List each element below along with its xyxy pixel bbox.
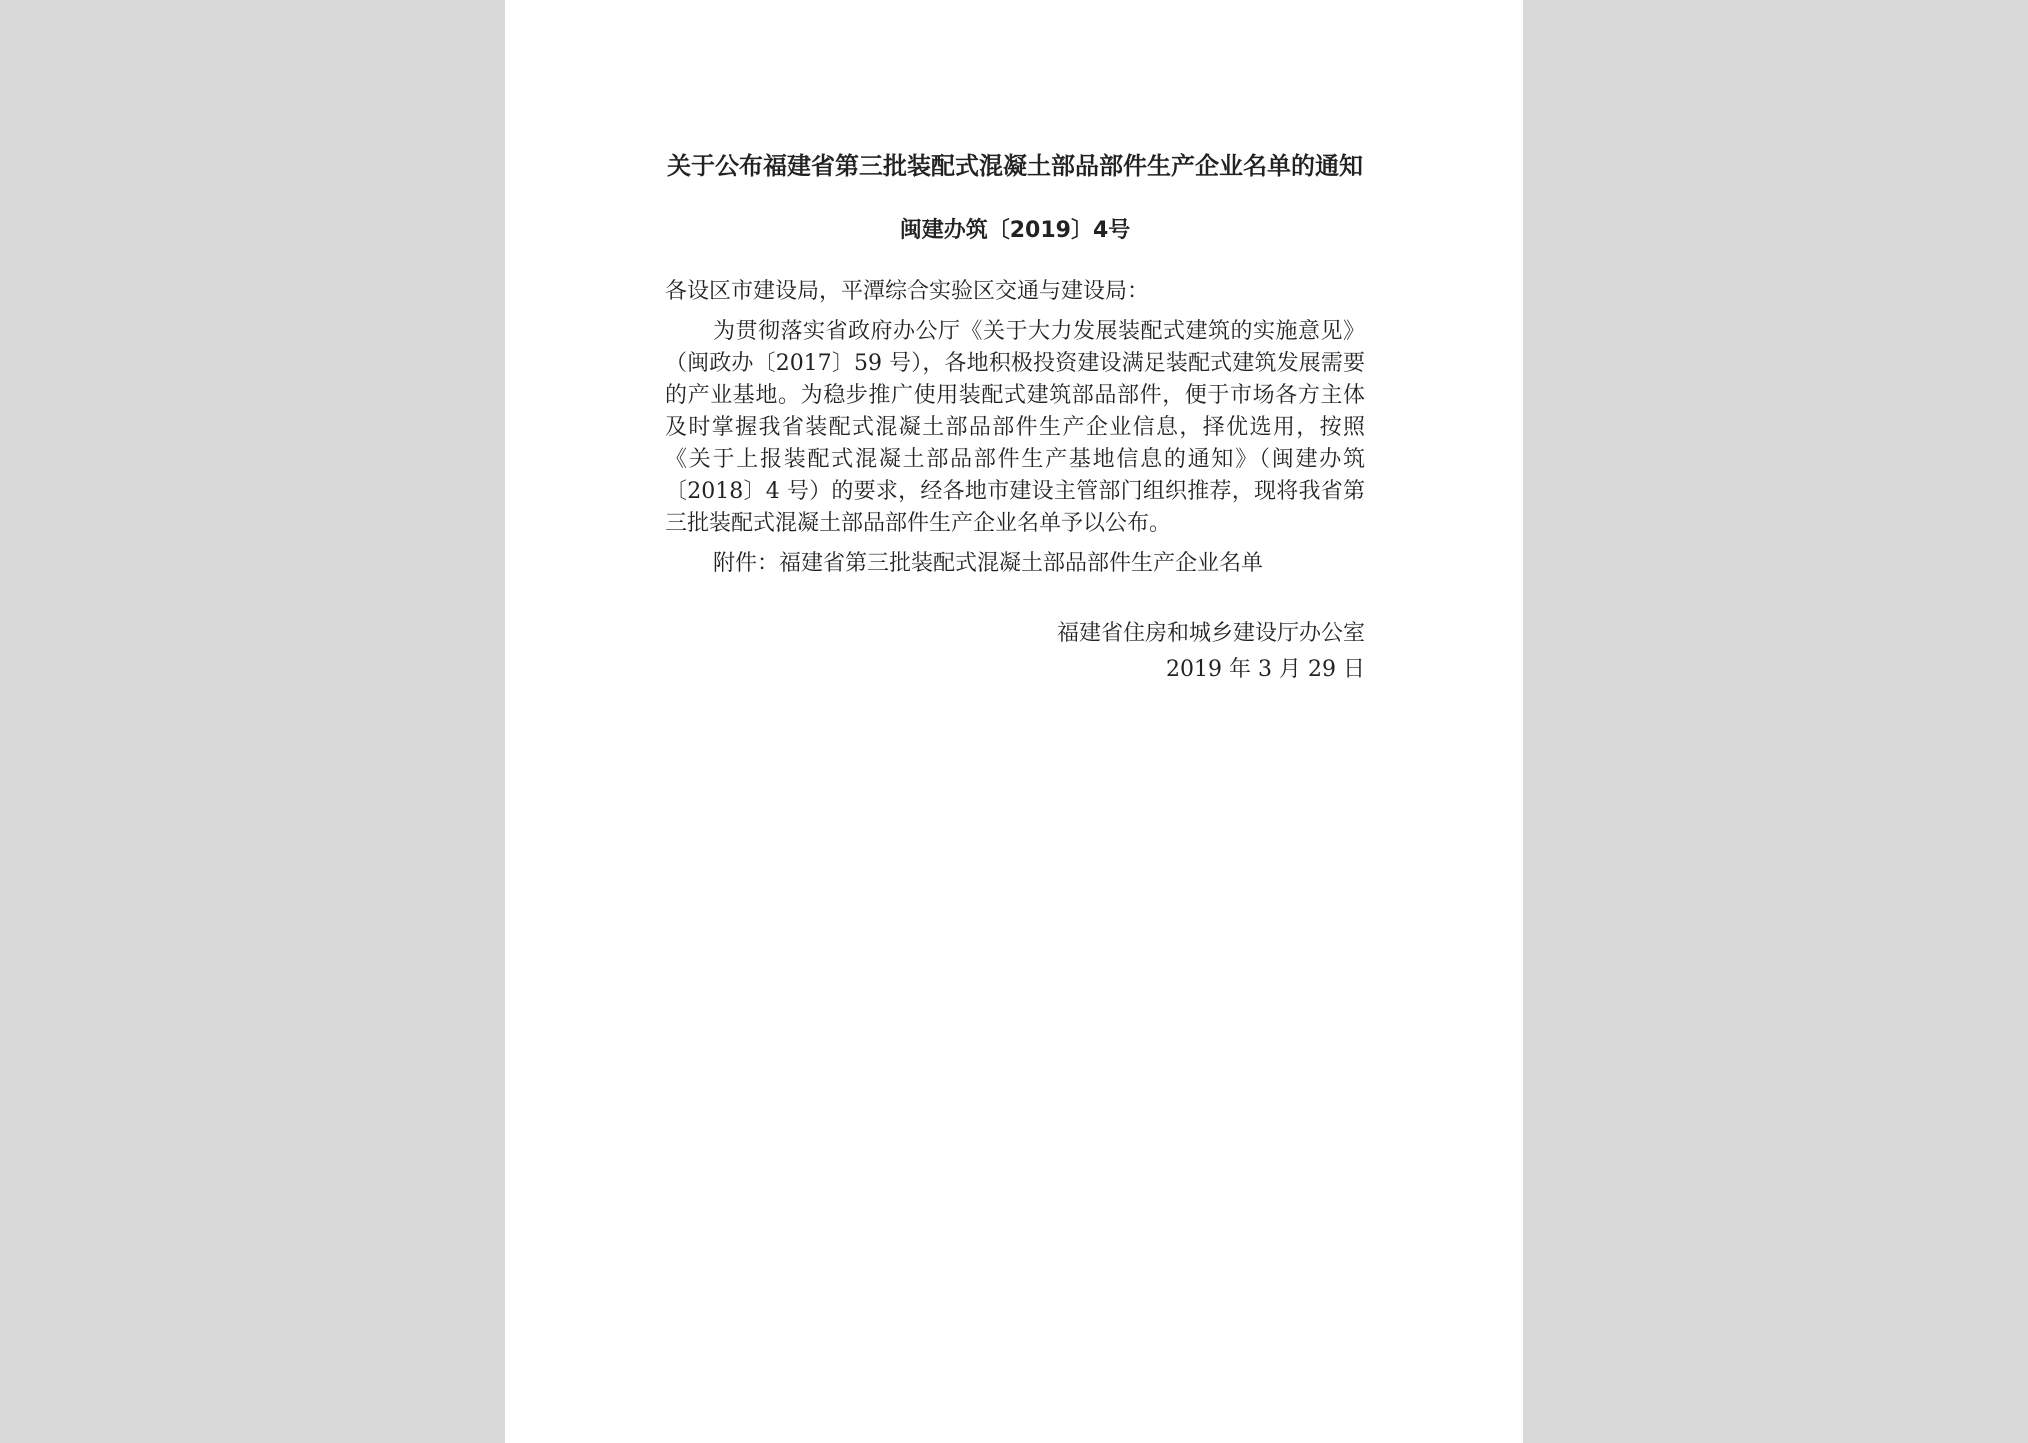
- salutation: 各设区市建设局，平潭综合实验区交通与建设局：: [665, 279, 1150, 304]
- body-paragraph: 为贯彻落实省政府办公厅《关于大力发展装配式建筑的实施意见》（闽政办〔2017〕59 号），各地积极投资建设满足装配式建筑发展需要的产业基地。为稳步推广使用装配式建筑部品部件，便于市场各方主体及时掌握我省装配式混凝土部品部件生产企业信息，择优选用，按照《关于上报装配式混凝土部品部件生产基地信息的通知》（闽建办筑〔2018〕4 号）的要求，经各地市建设主管部门组织推荐，现将我省第三批装配式混凝土部品部件生产企业名单予以公布。: [665, 319, 1365, 536]
- document-number: 闽建办筑〔2019〕4号: [899, 218, 1131, 243]
- document-content: [665, 150, 1365, 686]
- issue-date: 2019 年 3 月 29 日: [1166, 657, 1365, 682]
- attachment-line: 附件：福建省第三批装配式混凝土部品部件生产企业名单: [713, 551, 1264, 576]
- document-page: [505, 0, 1523, 1443]
- issuer-signature: 福建省住房和城乡建设厅办公室: [1056, 621, 1365, 646]
- document-title: 关于公布福建省第三批装配式混凝土部品部件生产企业名单的通知: [667, 152, 1363, 180]
